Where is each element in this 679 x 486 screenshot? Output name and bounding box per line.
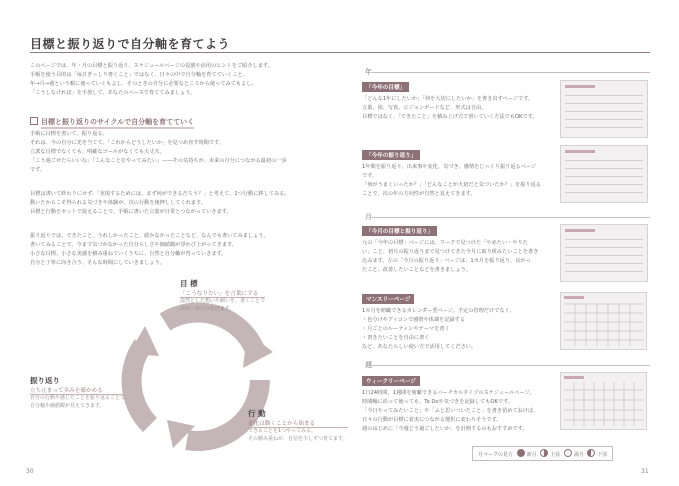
arrow-segment <box>165 312 255 350</box>
new-moon-icon <box>517 449 525 457</box>
intro-line: 年→月→週という順に使っていくもよし、そのときの自分に必要なところから使ってみてもよし。 <box>30 81 257 87</box>
weekly-text <box>362 389 538 434</box>
moon-legend <box>472 446 613 461</box>
legend-title: 月マークの見方 <box>478 452 514 458</box>
goal-text: 漠然とした想いや願いを、書くことで <box>180 298 266 304</box>
body-line: 立派な目標でなくても、明確なゴールがなくても大丈夫。 <box>30 149 165 155</box>
goal-sub: 「こうなりたい」を言葉にする <box>180 289 265 298</box>
month-goal-text <box>362 239 538 275</box>
review-text: 自分軸や価値観が見えてきます。 <box>30 402 105 409</box>
text-line: 1日24時間、1週間を俯瞰できるバーチカルタイプのスケジュールページ。 <box>362 390 535 396</box>
review-text: 自分の行動や感じたことを振り返ることで、 <box>30 395 130 401</box>
section-divider <box>372 217 650 218</box>
action-text: できることを1つやってみる。 <box>248 428 317 434</box>
section-divider <box>372 365 650 366</box>
section-divider <box>372 72 650 73</box>
thumbnail-year-review <box>560 145 648 203</box>
legend-item: 下弦 <box>597 452 608 458</box>
text-line: など、あなたらしい使い方で活用してください。 <box>362 344 477 350</box>
body-line: それは、今の自分に光を当てて、「これからどうしたいか」を見つめ直す時間です。 <box>30 140 225 146</box>
last-quarter-icon <box>587 449 595 457</box>
tag-monthly-page: マンスリーページ <box>362 294 414 304</box>
body-line: 目標と行動をセットで捉えることで、手帳に書いた言葉が日常とつながっていきます。 <box>30 209 232 215</box>
text-line: たこと、改善したいことなどを書きましょう。 <box>362 267 471 273</box>
goal-text: 次の一歩につなげます。 <box>180 305 235 312</box>
text-line: 1カ月を俯瞰できるカレンダー型ページ。予定の管理だけでなく、 <box>362 308 515 314</box>
text-line: 「どんな1年にしたいか」「何を大切にしたいか」を書き出すページです。 <box>362 96 534 102</box>
body-line: 書いてみることで、今まで気づかなかった自分らしさや価値観が浮かび上がってきます。 <box>30 242 237 248</box>
body-line: 手帳に目標を書いて、振り返る。 <box>30 131 108 137</box>
body-line: 振り返りでは、できたこと、うれしかったこと、続かなかったことなど、なんでも書いてみましょう。 <box>30 233 269 239</box>
goal-head: 目 標 <box>180 279 198 288</box>
cycle-review <box>30 375 130 410</box>
body-line: 目標は書いて終わりにせず、「実現するためには、まず何ができるだろう？」と考えて、1つ行動に移してみる。 <box>30 191 290 197</box>
first-quarter-icon <box>540 449 548 457</box>
tag-month-goal: 「今月の目標と振り返り」 <box>362 226 437 236</box>
text-line: です。 <box>362 173 378 179</box>
text-line: 時間軸に沿って使っても、To Doや気づきを記録してもOKです。 <box>362 399 514 405</box>
body-line: 自分と丁寧に向き合う、そんな時間にしていきましょう。 <box>30 260 165 266</box>
thumbnail-monthly-calendar <box>560 292 647 350</box>
cycle-goal <box>180 278 265 313</box>
title-divider <box>30 52 650 53</box>
body-line: 小さな目標、小さな実感を積み重ねていくうちに、自然と自分軸が育っていきます。 <box>30 251 227 257</box>
action-sub: 変化は動くことから始まる <box>248 419 348 428</box>
text-line: ことで、次の年の方向性が自然と見えてきます。 <box>362 191 476 197</box>
action-head: 行 動 <box>248 409 266 418</box>
text-line: 日々の行動が目標に着実につながる選択に変わりそうです。 <box>362 417 502 423</box>
thumbnail-year-goal <box>560 80 648 138</box>
cycle-heading: 目標と振り返りのサイクルで自分軸を育てていく <box>30 117 194 127</box>
text-line: 込みます。左の「今月の振り返り」ページは、1カ月を振り返り、良かっ <box>362 258 531 264</box>
body-block-1 <box>30 130 287 175</box>
intro-text <box>30 62 273 98</box>
review-head: 振り返り <box>30 376 60 385</box>
text-line: 週のはじめに「今週どう過ごしたいか」を計画するのもおすすめです。 <box>362 426 528 432</box>
tag-year-review: 「今年の振り返り」 <box>362 150 420 160</box>
body-block-2 <box>30 190 290 217</box>
section-month-label: 月 <box>365 213 372 221</box>
review-sub: 立ち止まって歩みを確かめる <box>30 386 130 395</box>
arrow-segment <box>132 345 150 425</box>
section-week-label: 週 <box>365 361 372 369</box>
text-line: 1年間を振り返り、出来事や変化、気づき、感情をじっくり振り返るページ <box>362 164 537 170</box>
text-line: 元の「今年の目標」ページには、ワークで見つけた「やめたい・やりた <box>362 240 528 246</box>
intro-line: このページでは、年・月の目標と振り返り、スケジュールページの役割や活用のヒントをご紹介します。 <box>30 63 273 69</box>
text-line: 目標ではなく、「できたこと」を積み上げ式で書いていく方法でもOKです。 <box>362 114 538 120</box>
page-title: 目標と振り返りで自分軸を育てよう <box>30 37 231 51</box>
text-line: 「何がうまくいったか？」「どんなことが大切だと気づいたか？」を振り返る <box>362 182 541 188</box>
body-line: 「こう過ごせたらいいな」「こんなことをやってみたい」——その気持ちが、未来の自分につながる最初の一歩 <box>30 158 287 164</box>
cycle-action <box>248 408 348 443</box>
monthly-items <box>362 307 515 352</box>
square-icon <box>30 117 38 125</box>
text-line: 「今日やってみたいこと」や「ふと思いついたこと」を書き留めておけば、 <box>362 408 539 414</box>
thumbnail-month-goal <box>560 224 648 282</box>
action-text: その積み重ねが、自信を少しずつ育てます。 <box>248 435 348 442</box>
body-line: です。 <box>30 167 46 173</box>
text-line: ・月ごとのルーティンやテーマを書く <box>362 326 450 332</box>
year-review-text <box>362 163 541 199</box>
legend-item: 上弦 <box>550 452 561 458</box>
tag-weekly-page: ウィークリーページ <box>362 376 420 386</box>
text-line: 言葉、図、写真、ビジョンボードなど、形式は自由。 <box>362 105 487 111</box>
text-line: ・色分けやアイコンで感情や体調を記録する <box>362 317 466 323</box>
thumbnail-weekly-page <box>560 372 647 430</box>
page-number-right: 31 <box>641 468 649 475</box>
page-number-left: 30 <box>26 468 34 475</box>
section-year-label: 年 <box>365 68 372 76</box>
text-line: い」こと、初月の振り返りまで見つけてきた今月に取り組みたいことを書き <box>362 249 539 255</box>
text-line: ・書きたいことを自由に書く <box>362 335 430 341</box>
legend-item: 満月 <box>573 452 584 458</box>
year-goal-text <box>362 95 538 122</box>
full-moon-icon <box>564 449 572 457</box>
tag-year-goal: 「今年の目標」 <box>362 82 409 92</box>
intro-line: 「こうしなければ」を手放して、あなたのペースで育ててみましょう。 <box>30 90 196 96</box>
arrow-head <box>129 326 159 356</box>
intro-line: 手帳を使う目的は「毎日ぎっしり書くこと」ではなく、日々の中で自分軸を育てていくこと。 <box>30 72 248 78</box>
body-block-3 <box>30 232 269 268</box>
body-line: 動いたからこそ得られる気づきや体験が、次の行動を後押ししてくれます。 <box>30 200 206 206</box>
legend-item: 新月 <box>526 452 537 458</box>
